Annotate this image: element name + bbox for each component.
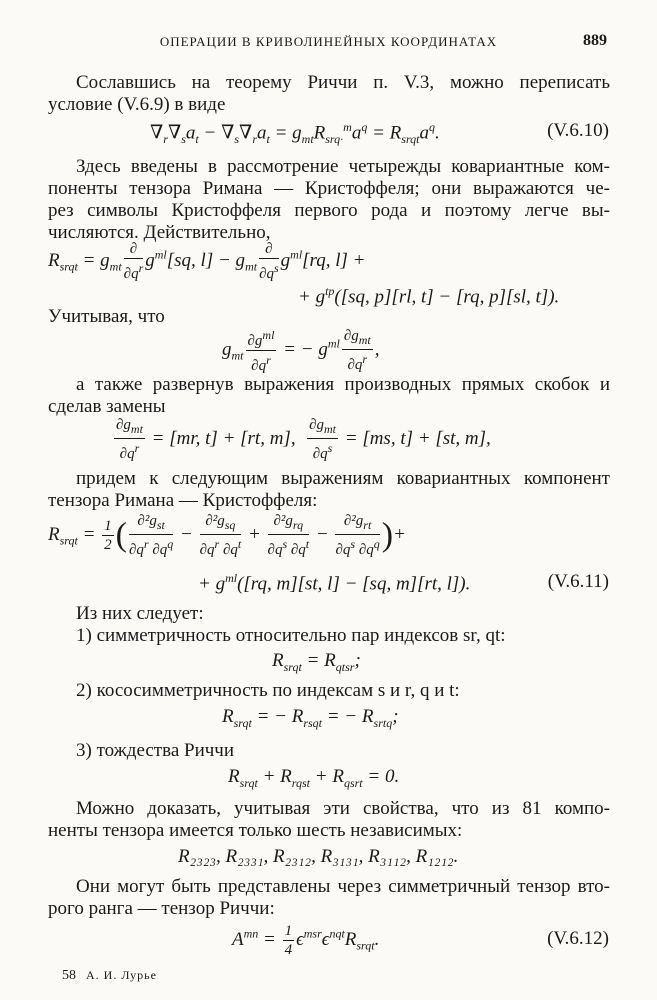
paragraph-8-line-2: рого ранга — тензор Риччи:: [48, 898, 275, 919]
footer-page: 58: [62, 968, 76, 983]
footer-author: А. И. Лурье: [86, 968, 157, 982]
paragraph-4-line-1: а также развернув выражения производных прямых скобок и: [76, 374, 610, 395]
paragraph-1-line-1: Сославшись на теорему Риччи п. V.3, можно переписать: [76, 72, 610, 93]
paragraph-5-line-1: придем к следующим выражениям ковариантных компонент: [76, 468, 610, 489]
paragraph-4-line-2: сделав замены: [48, 396, 166, 417]
equation-substitutions: $\frac{\partial g_{mt}}{\partial q^r}$ = [mr, t] + [rt, m], $\frac{\partial g_{mt}}{\partial q^s}$ = [ms, t] + [st, m],: [116, 417, 491, 462]
paragraph-8-line-1: Они могут быть представлены через симметричный тензор вто-: [76, 876, 610, 897]
paragraph-2-line-3: рез символы Кристоффеля первого рода и поэтому легче вы-: [48, 200, 610, 221]
equation-label-v6-10: (V.6.10): [547, 120, 609, 141]
list-item-2: 2) кососимметричность по индексам s и r, q и t:: [76, 680, 460, 701]
equation-riemann-line-2: + $g^{tp}([sq$, p][rl, t] − [rq, p][sl, t]).: [298, 284, 560, 308]
paragraph-2-line-2: поненты тензора Римана — Кристоффеля; они выражаются че-: [48, 178, 610, 199]
footer: [62, 968, 157, 984]
equation-ricci-identity: $R_{srqt} + R_{rqst} + R_{qsrt} = 0$.: [228, 766, 400, 790]
equation-v6-12: $A^{mn}$ = $\frac{1}{4}$ $\epsilon^{msr}\epsilon^{nqt}R_{srqt}$.: [232, 923, 380, 958]
paragraph-3: Учитывая, что: [48, 306, 165, 327]
equation-pair-symmetry: $R_{srqt} = R_{qtsr}$;: [272, 650, 361, 674]
paragraph-7-line-2: ненты тензора имеется только шесть независимых:: [48, 820, 463, 841]
paragraph-6: Из них следует:: [76, 603, 204, 624]
paragraph-5-line-2: тензора Римана — Кристоффеля:: [48, 490, 318, 511]
paragraph-1-line-2: условие (V.6.9) в виде: [48, 94, 226, 115]
paragraph-7-line-1: Можно доказать, учитывая эти свойства, что из 81 компо-: [76, 798, 610, 819]
equation-v6-10: $\nabla_r\nabla_sa_t - \nabla_s\nabla_ra_t = g_{mt}R_{srq\cdot}^ma^q = R_{srqt}a^q$.: [150, 120, 440, 147]
equation-riemann-line-1: $R_{srqt} = g_{mt}$ $\frac{\partial}{\partial q^r}$ $g^{ml}[sq$, $l] - g_{mt}$ $\frac{\partial}{\partial q^s}$ $g^{ml}[rq$, l] +: [48, 241, 366, 282]
list-item-3: 3) тождества Риччи: [76, 740, 235, 761]
equation-label-v6-11: (V.6.11): [547, 571, 609, 592]
list-item-1: 1) симметричность относительно пар индексов sr, qt:: [76, 625, 506, 646]
paragraph-2-line-1: Здесь введены в рассмотрение четырежды ковариантные ком-: [76, 156, 610, 177]
equation-label-v6-12: (V.6.12): [547, 928, 609, 949]
equation-independent-components: R₂₃₂₃, R₂₃₃₁, R₂₃₁₂, R₃₁₃₁, R₃₁₁₂, R₁₂₁₂.: [178, 846, 459, 867]
equation-metric-derivative: $g_{mt}$ $\frac{\partial g^{ml}}{\partial q^r}$ = − $g^{ml}$ $\frac{\partial g_{mt}}{\partial q^r}$ ,: [222, 328, 380, 374]
equation-v6-11-line-1: $R_{srqt}$ = $\frac{1}{2}$ ( $\frac{\partial^2g_{st}}{\partial q^r \partial q^q}$ − $\frac{\partial^2g_{sq}}{\partial q^r \partial q^t}$ + $\frac{\partial^2g_{rq}}{\partial q^s \partial q^t}$ − $\frac{\partial^2g_{rt}}{\partial q^s \partial q^q}$ )+: [48, 513, 406, 558]
paragraph-2-line-4: числяются. Действительно,: [48, 222, 271, 243]
equation-antisymmetry: $R_{srqt}$ = − $R_{rsqt}$ = − $R_{srtq}$;: [222, 706, 399, 730]
running-title: ОПЕРАЦИИ В КРИВОЛИНЕЙНЫХ КООРДИНАТАХ: [159, 34, 498, 49]
page-number: 889: [583, 32, 607, 49]
equation-v6-11-line-2: + $g^{ml}([rq$, m][st, l] − [sq, m][rt, l]).: [198, 571, 471, 595]
